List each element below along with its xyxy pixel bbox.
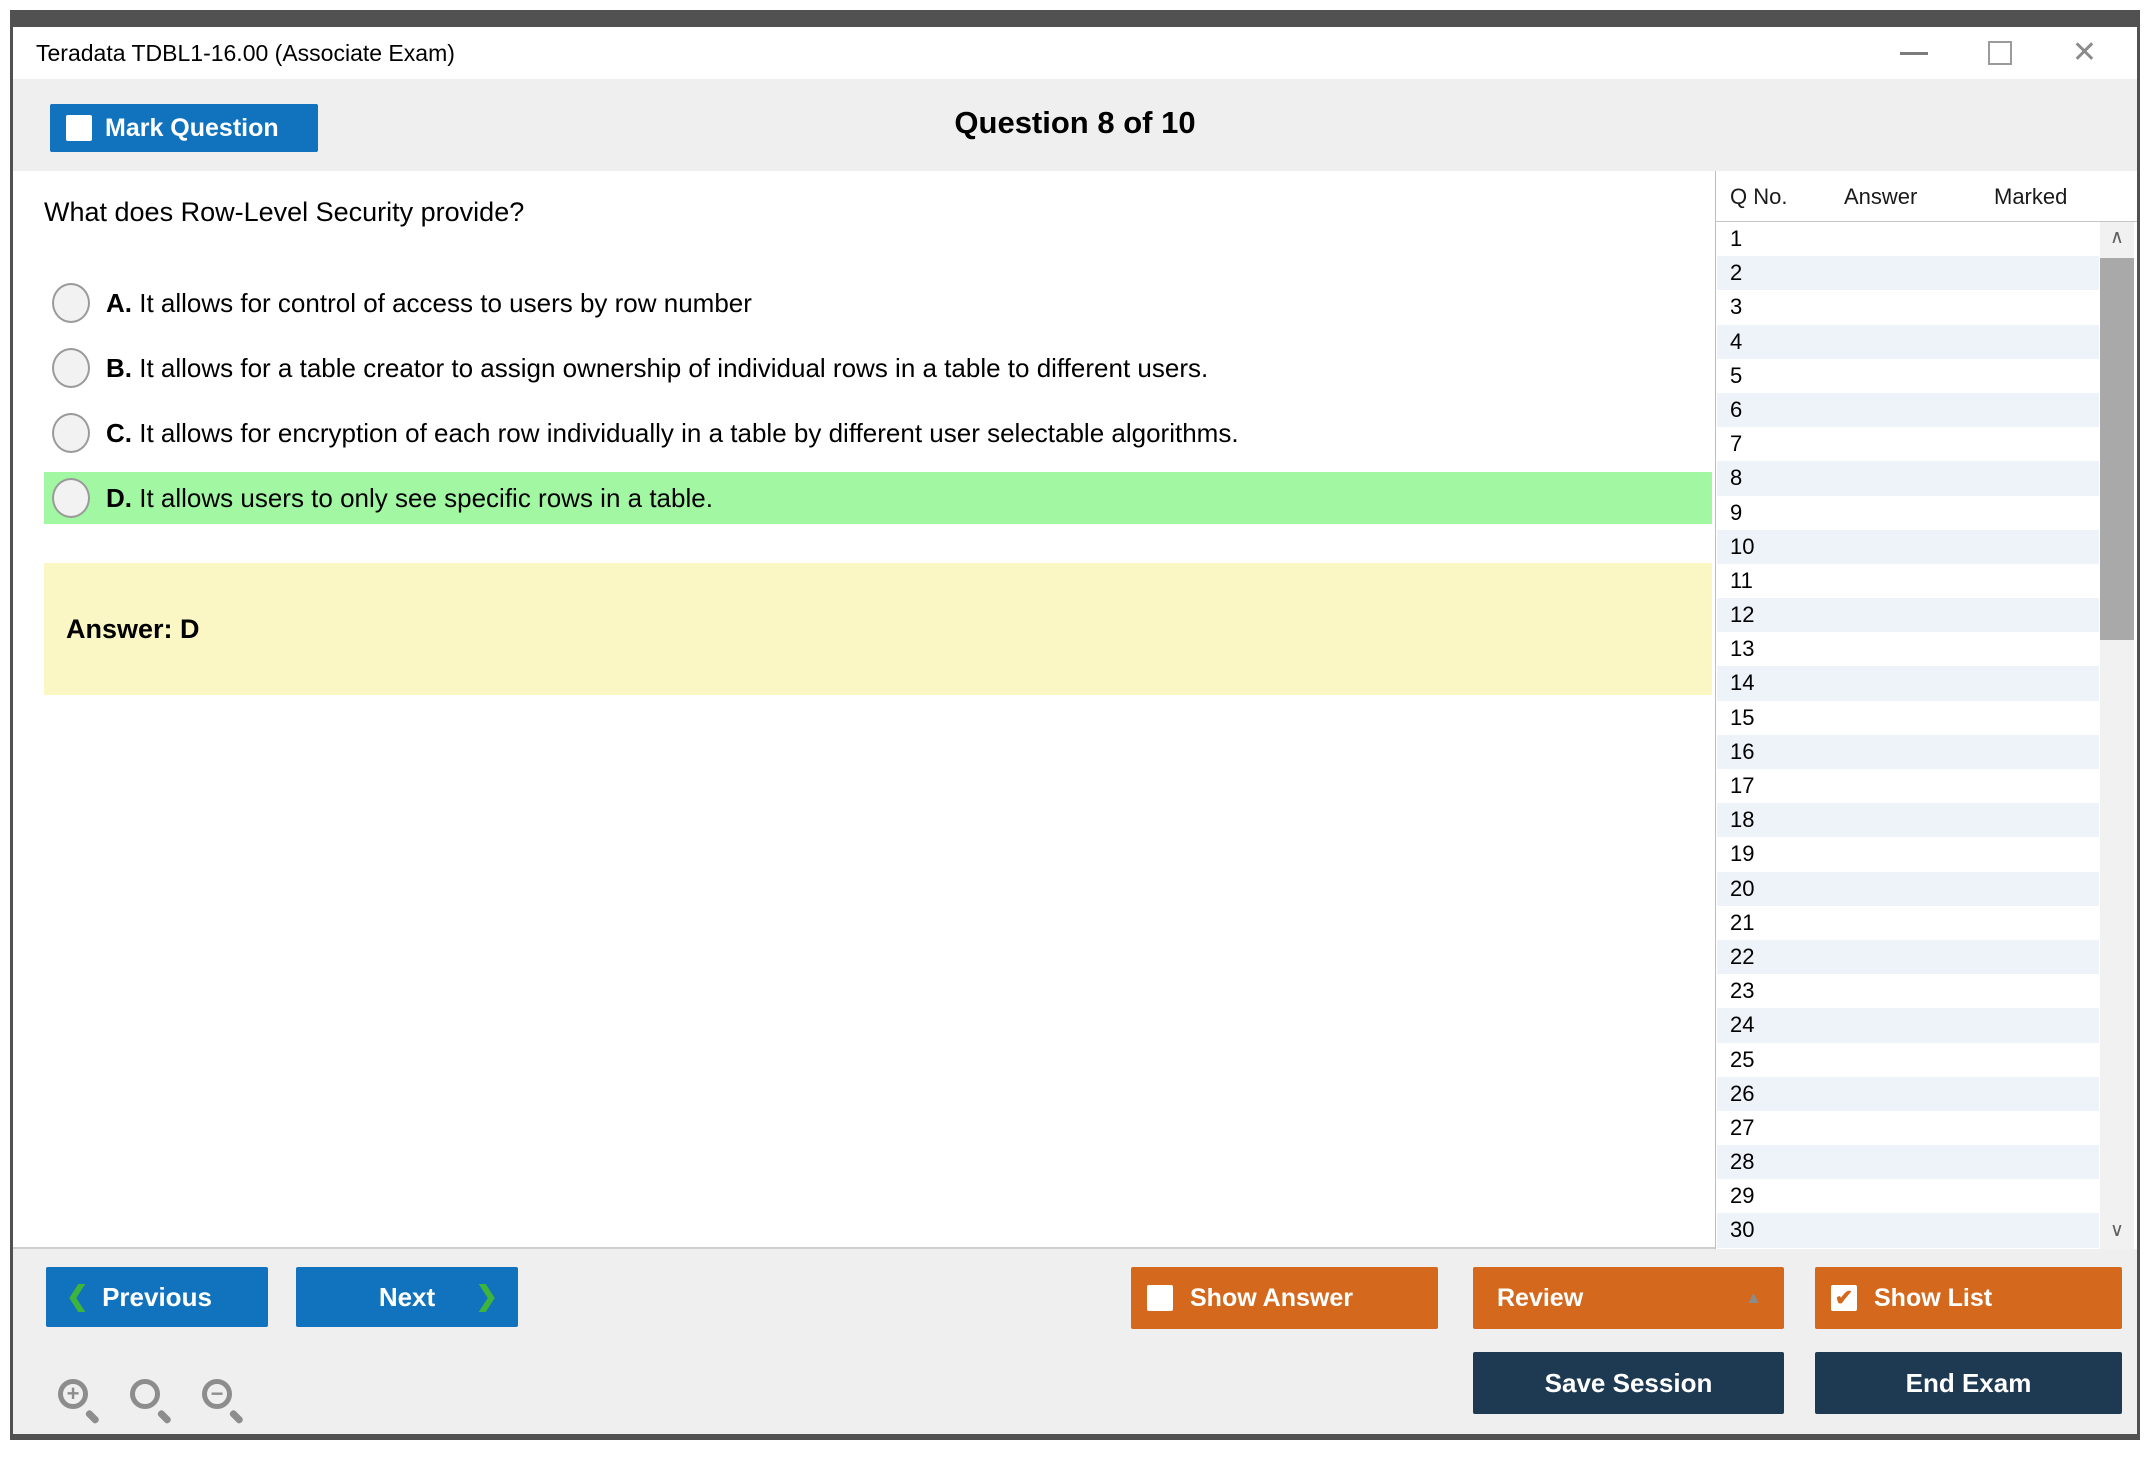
question-list-row[interactable]: 27 [1717,1111,2099,1145]
question-list-panel [1715,171,2137,1249]
question-list-row[interactable]: 13 [1717,632,2099,666]
question-list-scrollbar[interactable] [2100,222,2134,1249]
question-list-row[interactable]: 5 [1717,359,2099,393]
radio-button[interactable] [52,478,90,518]
question-list-row[interactable]: 28 [1717,1145,2099,1179]
zoom-in-icon[interactable]: + [56,1377,102,1423]
previous-label: Previous [102,1281,212,1312]
main-content [13,171,2137,1249]
radio-button[interactable] [52,413,90,453]
save-session-button[interactable] [1473,1352,1784,1414]
maximize-icon[interactable] [1988,41,2012,65]
end-exam-label: End Exam [1905,1367,2032,1398]
column-marked: Marked [1994,184,2068,209]
window-title: Teradata TDBL1-16.00 (Associate Exam) [36,40,455,66]
question-list-row[interactable]: 23 [1717,974,2099,1008]
column-answer: Answer [1844,184,1918,209]
app-window [10,10,2140,1440]
question-list-row[interactable]: 3 [1717,290,2099,324]
question-list-row[interactable]: 29 [1717,1179,2099,1213]
zoom-controls [56,1377,246,1423]
answer-box [44,563,1712,695]
answer-label: Answer: D [66,613,200,644]
scrollbar-thumb[interactable] [2100,258,2134,640]
option-row[interactable] [44,277,1712,329]
question-list-row[interactable]: 12 [1717,598,2099,632]
option-text: A. It allows for control of access to users by row number [106,287,752,318]
minimize-icon[interactable] [1900,52,1928,55]
end-exam-button[interactable] [1815,1352,2122,1414]
chevron-left-icon: ❮ [66,1280,89,1311]
zoom-out-icon[interactable]: − [200,1377,246,1423]
question-list-row[interactable]: 25 [1717,1043,2099,1077]
question-list-row[interactable]: 2 [1717,256,2099,290]
show-answer-checkbox[interactable] [1147,1285,1173,1311]
search-icon[interactable] [128,1377,174,1423]
question-list-row[interactable]: 8 [1717,461,2099,495]
option-row[interactable] [44,407,1712,459]
radio-button[interactable] [52,348,90,388]
options-list [44,277,1712,537]
footer-bar [13,1249,2137,1434]
question-list-row[interactable]: 6 [1717,393,2099,427]
title-bar [13,27,2137,79]
review-label: Review [1497,1283,1584,1312]
question-list-row[interactable]: 20 [1717,872,2099,906]
show-list-checkbox[interactable]: ✔ [1831,1285,1857,1311]
question-list-row[interactable]: 9 [1717,496,2099,530]
chevron-right-icon: ❯ [475,1280,498,1311]
question-list-row[interactable]: 16 [1717,735,2099,769]
previous-button[interactable] [46,1267,268,1327]
review-button[interactable] [1473,1267,1784,1329]
show-list-label: Show List [1874,1283,1993,1312]
column-qno: Q No. [1730,184,1788,209]
window-controls [1900,27,2097,79]
question-list-row[interactable]: 17 [1717,769,2099,803]
option-text: D. It allows users to only see specific rows in a table. [106,482,713,513]
question-counter: Question 8 of 10 [954,105,1196,140]
mark-question-label: Mark Question [105,113,279,142]
option-text: B. It allows for a table creator to assign ownership of individual rows in a table to different users. [106,352,1209,383]
next-label: Next [378,1281,436,1312]
question-list-header [1716,171,2137,222]
question-list-row[interactable]: 10 [1717,530,2099,564]
show-list-button[interactable] [1815,1267,2122,1329]
question-list-row[interactable]: 1 [1717,222,2099,256]
close-icon[interactable]: ✕ [2071,36,2097,69]
show-answer-button[interactable] [1131,1267,1438,1329]
next-button[interactable] [296,1267,518,1327]
scroll-down-icon[interactable]: ∨ [2110,1220,2124,1241]
question-list-row[interactable]: 18 [1717,803,2099,837]
question-text: What does Row-Level Security provide? [44,197,525,227]
save-session-label: Save Session [1544,1367,1713,1398]
question-list-row[interactable]: 14 [1717,666,2099,700]
question-list-row[interactable]: 24 [1717,1008,2099,1042]
question-list-row[interactable]: 22 [1717,940,2099,974]
question-list-row[interactable]: 7 [1717,427,2099,461]
question-list-row[interactable]: 21 [1717,906,2099,940]
header-band [13,79,2137,171]
question-list-row[interactable]: 30 [1717,1213,2099,1247]
question-list-rows [1717,222,2099,1248]
question-list-row[interactable]: 19 [1717,837,2099,871]
scroll-up-icon[interactable]: ∧ [2110,227,2124,248]
show-answer-label: Show Answer [1190,1283,1353,1312]
option-row[interactable] [44,342,1712,394]
radio-button[interactable] [52,283,90,323]
question-list-row[interactable]: 26 [1717,1077,2099,1111]
question-list-row[interactable]: 4 [1717,325,2099,359]
question-list-row[interactable]: 15 [1717,701,2099,735]
option-text: C. It allows for encryption of each row individually in a table by different user selectable algorithms. [106,417,1239,448]
option-row[interactable] [44,472,1712,524]
triangle-up-icon: ▲ [1745,1288,1762,1307]
question-list-row[interactable]: 11 [1717,564,2099,598]
